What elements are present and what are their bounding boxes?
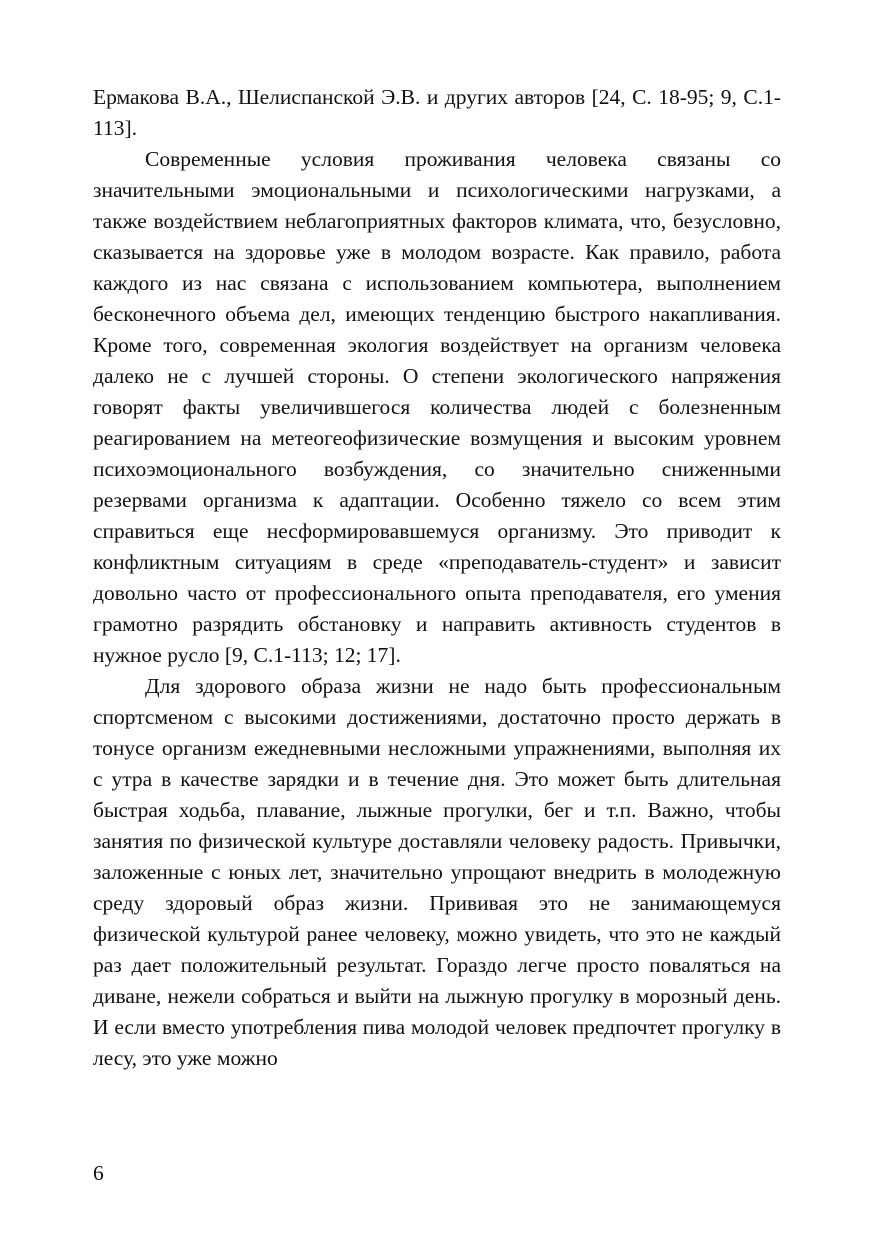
paragraph-continuation: Ермакова В.А., Шелиспанской Э.В. и других авторов [24, С. 18-95; 9, С.1-113]. [93,85,781,140]
paragraph-modern-conditions: Современные условия проживания человека связаны со значительными эмоциональными и психологическими нагрузками, а также воздействием неблагоприятных факторов климата, что, безусловно, сказывается на здоровье уже в молодом возрасте. Как правило, работа каждого из нас связана с использованием компьютера, выполнением бесконечного объема дел, имеющих тенденцию быстрого накапливания. Кроме того, современная экология воздействует на организм человека далеко не с лучшей стороны. О степени экологического напряжения говорят факты увеличившегося количества людей с болезненным реагированием на метеогеофизические возмущения и высоким уровнем психоэмоционального возбуждения, со значительно сниженными резервами организма к адаптации. Особенно тяжело со всем этим справиться еще несформировавшемуся организму. Это приводит к конфликтным ситуациям в среде «преподаватель-студент» и зависит довольно часто от профессионального опыта преподавателя, его умения грамотно разрядить обстановку и направить активность студентов в нужное русло [9, С.1-113; 12; 17]. [93,147,781,667]
page-number: 6 [93,1161,104,1185]
paragraph-healthy-lifestyle: Для здорового образа жизни не надо быть профессиональным спортсменом с высокими достижениями, достаточно просто держать в тонусе организм ежедневными несложными упражнениями, выполняя их с утра в качестве зарядки и в течение дня. Это может быть длительная быстрая ходьба, плавание, лыжные прогулки, бег и т.п. Важно, чтобы занятия по физической культуре доставляли человеку радость. Привычки, заложенные с юных лет, значительно упрощают внедрить в молодежную среду здоровый образ жизни. Прививая это не занимающемуся физической культурой ранее человеку, можно увидеть, что это не каждый раз дает положительный результат. Гораздо легче просто поваляться на диване, нежели собраться и выйти на лыжную прогулку в морозный день. И если вместо употребления пива молодой человек предпочтет прогулку в лесу, это уже можно [93,674,781,1070]
body-text [93,82,781,1074]
